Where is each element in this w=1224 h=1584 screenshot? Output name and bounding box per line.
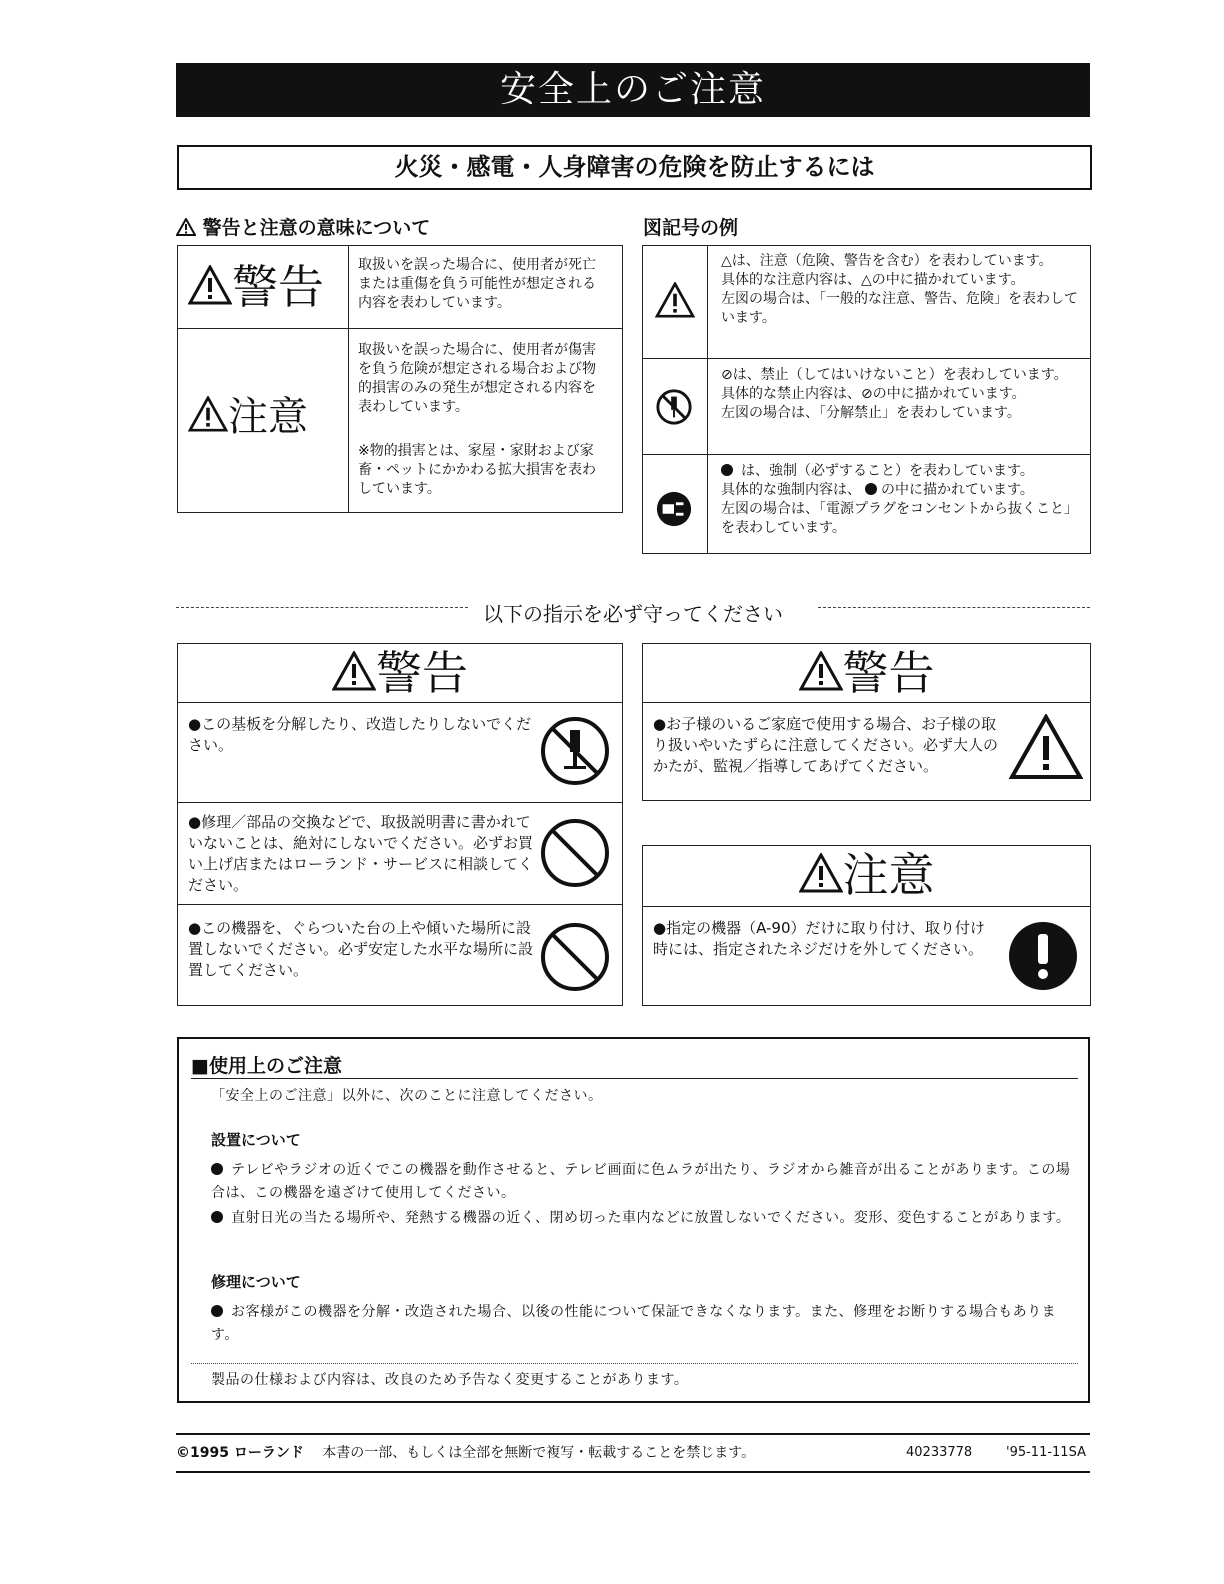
caution-label: 注意	[188, 386, 348, 448]
small-triangle-icon: △	[861, 272, 872, 288]
page-title: 安全上のご注意	[176, 63, 1090, 117]
mandatory-description: は、強制（必ずすること）を表わしています。 具体的な強制内容は、 の中に描かれています。 左図の場合は、「電源プラグをコンセントから抜くこと」を表わしています。	[721, 463, 1078, 536]
copy-notice: 本書の一部、もしくは全部を無断で複写・転載することを禁じます。	[322, 1445, 756, 1461]
warning-meaning-text: 取扱いを誤った場合に、使用者が死亡または重傷を負う可能性が想定される内容を表わしています。	[358, 257, 596, 311]
small-mandatory-icon	[865, 483, 877, 495]
repair-heading: 修理について	[211, 1273, 301, 1291]
footer-top-rule	[176, 1433, 1090, 1435]
doc-code: 40233778	[906, 1445, 973, 1460]
no-disassembly-icon	[540, 716, 610, 786]
warning-item-3: ●この機器を、ぐらついた台の上や傾いた場所に設置しないでください。必ず安定した水平な場所に設置してください。	[188, 919, 534, 979]
no-disassembly-icon	[655, 388, 693, 426]
copyright: ©1995 ローランド	[176, 1445, 304, 1461]
mandatory-icon	[1007, 920, 1079, 992]
left-warning-heading: 警告	[178, 646, 622, 700]
left-warning-block	[177, 643, 623, 1006]
right-warning-block	[642, 643, 1091, 801]
right-warning-item: ●お子様のいるご家庭で使用する場合、お子様の取り扱いやいたずらに注意してください。必ず大人のかたが、監視／指導してあげてください。	[653, 715, 999, 775]
symbols-table	[642, 245, 1091, 554]
small-triangle-icon: △	[721, 253, 732, 269]
install-item-2: 直射日光の当たる場所や、発熱する機器の近く、閉め切った車内などに放置しないでください。変形、変色することがあります。	[211, 1207, 1077, 1230]
usage-notes	[177, 1037, 1090, 1403]
small-prohibit-icon: ⊘	[861, 386, 873, 402]
symbols-heading: 図記号の例	[643, 217, 739, 239]
small-prohibit-icon: ⊘	[721, 367, 733, 383]
meaning-heading-text: 警告と注意の意味について	[202, 217, 431, 239]
bullet-icon	[211, 1305, 223, 1317]
caution-meaning-text: 取扱いを誤った場合に、使用者が傷害を負う危険が想定される場合および物的損害のみの発生が想定される内容を表わしています。	[358, 342, 596, 415]
install-item-1: テレビやラジオの近くでこの機器を動作させると、テレビ画面に色ムラが出たり、ラジオから雑音が出ることがあります。この場合は、この機器を遠ざけて使用してください。	[211, 1162, 1071, 1201]
warning-triangle-icon	[188, 265, 232, 305]
spec-note: 製品の仕様および内容は、改良のため予告なく変更することがあります。	[211, 1372, 689, 1388]
install-heading: 設置について	[211, 1131, 301, 1149]
repair-item-1: お客様がこの機器を分解・改造された場合、以後の性能について保証できなくなります。また、修理をお断りする場合もあります。	[211, 1304, 1057, 1343]
footer	[176, 1442, 1090, 1464]
triangle-description: △は、注意（危険、警告を含む）を表わしています。 具体的な注意内容は、△の中に描かれています。 左図の場合は、「一般的な注意、警告、危険」を表わしています。	[721, 253, 1078, 326]
meaning-table	[177, 245, 623, 513]
warning-label: 警告	[188, 256, 343, 318]
prohibit-icon	[540, 922, 610, 992]
warning-item-1: ●この基板を分解したり、改造したりしないでください。	[188, 715, 532, 754]
instructions-divider: 以下の指示を必ず守ってください	[176, 598, 1090, 616]
right-caution-heading: 注意	[643, 848, 1090, 902]
prohibit-description: ⊘は、禁止（してはいけないこと）を表わしています。 具体的な禁止内容は、⊘の中に描かれています。 左図の場合は、「分解禁止」を表わしています。	[721, 367, 1068, 421]
warning-triangle-icon	[799, 651, 843, 691]
caution-triangle-icon	[655, 282, 695, 318]
bullet-icon	[211, 1163, 223, 1175]
warning-item-2: ●修理／部品の交換などで、取扱説明書に書かれていないことは、絶対にしないでください。必ずお買い上げ店またはローランド・サービスに相談してください。	[188, 813, 534, 894]
page-subtitle: 火災・感電・人身障害の危険を防止するには	[177, 145, 1092, 190]
caution-note: ※物的損害とは、家屋・家財および家畜・ペットにかかわる拡大損害を表わしています。	[358, 443, 596, 497]
warning-triangle-icon	[188, 396, 228, 432]
right-warning-heading: 警告	[643, 646, 1090, 700]
usage-intro: 「安全上のご注意」以外に、次のことに注意してください。	[211, 1088, 603, 1104]
doc-date: '95-11-11SA	[1006, 1445, 1086, 1460]
caution-triangle-icon	[1009, 714, 1083, 780]
meaning-heading	[176, 213, 430, 240]
footer-bottom-rule	[176, 1471, 1090, 1473]
small-mandatory-icon	[721, 464, 733, 476]
right-caution-item: ●指定の機器（A-90）だけに取り付け、取り付け時には、指定されたネジだけを外してください。	[653, 919, 985, 958]
warning-triangle-icon	[176, 218, 196, 236]
right-caution-block	[642, 845, 1091, 1006]
warning-triangle-icon	[799, 853, 843, 893]
usage-heading: ■使用上のご注意	[191, 1055, 342, 1077]
warning-triangle-icon	[332, 651, 376, 691]
unplug-icon	[655, 490, 693, 528]
bullet-icon	[211, 1211, 223, 1223]
prohibit-icon	[540, 818, 610, 888]
